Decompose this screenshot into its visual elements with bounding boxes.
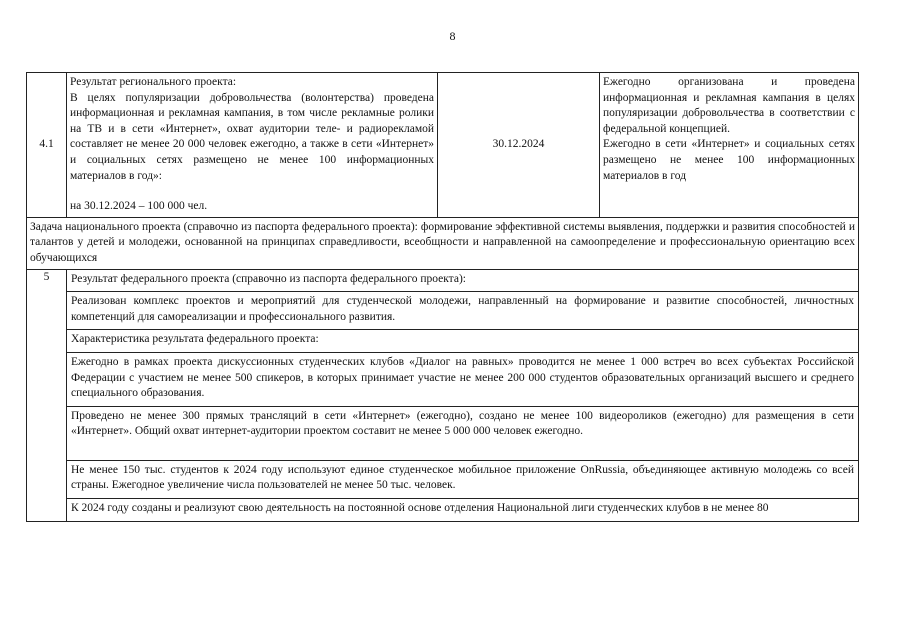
- regional-project-table: [26, 72, 859, 522]
- national-task-row: [27, 217, 859, 269]
- result-title: Результат регионального проекта:: [70, 76, 237, 88]
- page-number: 8: [449, 29, 456, 43]
- characteristic-item-3: Не менее 150 тыс. студентов к 2024 году используют единое студенческое мобильное приложение OnRussia, объединяющее активную молодежь со всей страны. Ежегодное увеличение числа пользователей не менее 50 тыс. человек.: [67, 461, 858, 499]
- characteristic-item-2: [67, 407, 858, 461]
- national-task: Задача национального проекта (справочно из паспорта федерального проекта): формирование эффективной системы выявления, поддержки и развития способностей и талантов у детей и молодежи, основанной на принципах справедливости, всеобщности и направленной на самоопределение и профессиональную ориентацию всех обучающихся: [27, 217, 859, 269]
- row-number: 5: [27, 269, 67, 521]
- federal-result-text: Реализован комплекс проектов и мероприятий для студенческой молодежи, направленный на формирование и развитие способностей, личностных компетенций для самореализации и профессионального развития.: [67, 292, 858, 330]
- row-number: 4.1: [27, 73, 67, 218]
- federal-result-title: Результат федерального проекта (справочно из паспорта федерального проекта):: [67, 270, 858, 293]
- spacer: [70, 184, 434, 199]
- federal-result-cell: [67, 269, 859, 521]
- characteristic-item-4: К 2024 году созданы и реализуют свою деятельность на постоянной основе отделения Национальной лиги студенческих клубов в не менее 80: [71, 502, 769, 515]
- deadline-date: 30.12.2024: [438, 73, 600, 218]
- characteristic-1: Ежегодно организована и проведена информационная и рекламная кампания в целях популяризации добровольчества в соответствии с федеральной концепцией.: [603, 76, 855, 135]
- characteristic-item-1: Ежегодно в рамках проекта дискуссионных студенческих клубов «Диалог на равных» проводится не менее 1 000 встреч во всех субъектах Российской Федерации с участием не менее 500 спикеров, в которых принимает участие не менее 200 000 студентов образовательных организаций высшего и среднего специального образования.: [67, 353, 858, 407]
- characteristic-item-2-text: Проведено не менее 300 прямых трансляций в сети «Интернет» (ежегодно), создано не менее 100 видеороликов (ежегодно) для размещения в сети «Интернет». Общий охват интернет-аудитории проектом составит не менее 5 000 000 человек ежегодно.: [71, 409, 854, 438]
- result-cell: [67, 73, 438, 218]
- result-target: на 30.12.2024 – 100 000 чел.: [70, 200, 208, 213]
- result-description: В целях популяризации добровольчества (волонтерства) проведена информационная и рекламная кампания, в том числе рекламные ролики на ТВ и в сети «Интернет», охват аудитории теле- и радиорекламой составляет не менее 20 000 человек ежегодно, а также в сети «Интернет» и социальных сетях размещено не менее 100 информационных материалов в год»:: [70, 91, 434, 182]
- spacer: [71, 440, 854, 456]
- characteristic-2: Ежегодно в сети «Интернет» и социальных сетях размещено не менее 100 информационных материалов в год: [603, 138, 855, 182]
- table-row-4-1: [27, 73, 859, 218]
- characteristic-heading: Характеристика результата федерального проекта:: [67, 330, 858, 353]
- table-row-5: [27, 269, 859, 521]
- characteristic-cell: [600, 73, 859, 218]
